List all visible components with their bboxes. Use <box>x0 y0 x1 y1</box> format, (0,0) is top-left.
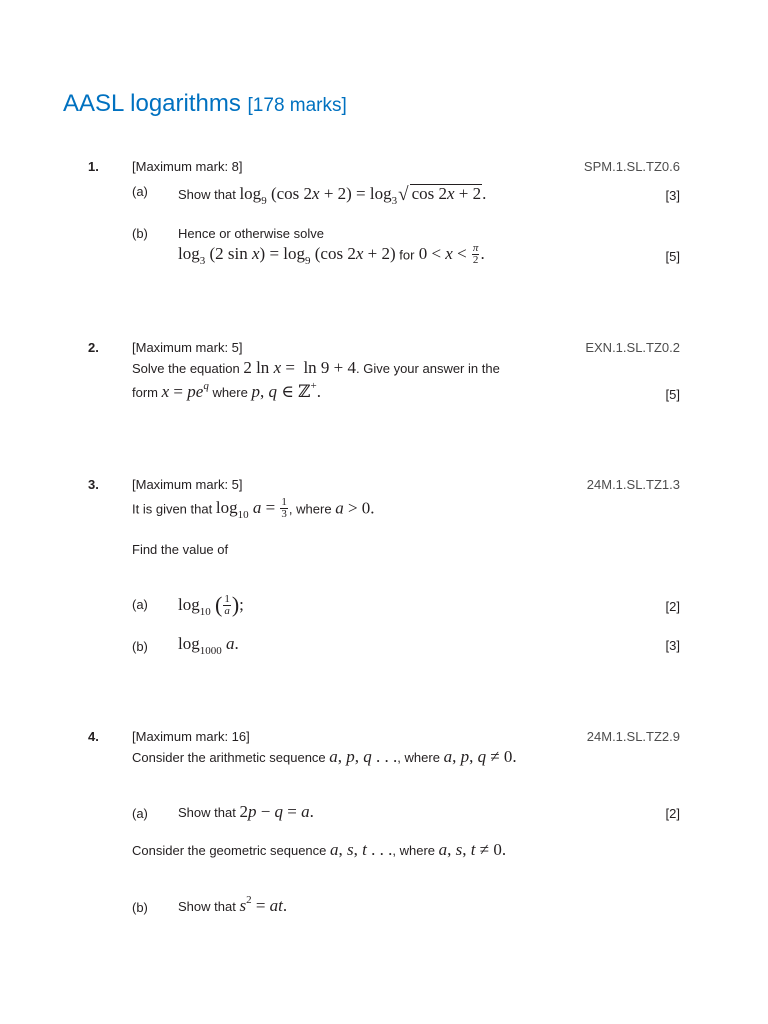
question-3-given: It is given that $\log_{10} a$ = $\frac{1}{3}$ , where a > 0. <box>132 496 375 522</box>
question-1b-equation: $\log_3 (2$ $\sin x) = \log_9 (\cos$ 2x + 2) for 0 < x < $\frac{\pi}{2}$ . <box>178 242 485 268</box>
question-3b-math: $\log_{1000} a$. <box>178 634 239 657</box>
question-4b-statement: Show that $s^2$ = at. <box>178 894 288 915</box>
question-2-number: 2. <box>88 340 99 355</box>
question-4b-label: (b) <box>132 900 148 915</box>
question-1b-text: Hence or otherwise solve <box>178 226 324 241</box>
question-3-max-mark: [Maximum mark: 5] <box>132 477 243 492</box>
question-3-number: 3. <box>88 477 99 492</box>
question-4a-label: (a) <box>132 806 148 821</box>
page-title <box>63 90 347 118</box>
question-1-max-mark: [Maximum mark: 8] <box>132 159 243 174</box>
title-total-marks: [178 marks] <box>247 95 347 116</box>
question-1-number: 1. <box>88 159 99 174</box>
question-1b-label: (b) <box>132 226 148 241</box>
question-1a-math: $\log_9 (\cos$ $2x + 2) = \log_3√$ cos 2x + 2. <box>239 184 487 207</box>
question-4-geometric: Consider the geometric sequence a, s, t . . ., where a, s, t ≠ 0. <box>132 840 507 859</box>
question-1a-label: (a) <box>132 184 148 199</box>
question-4a-marks: [2] <box>665 806 680 821</box>
question-4-arithmetic: Consider the arithmetic sequence a, p, q . . ., where a, p, q ≠ 0. <box>132 747 517 766</box>
question-3a-label: (a) <box>132 597 148 612</box>
question-1-ref: SPM.1.SL.TZ0.6 <box>583 159 680 174</box>
title-text: AASL logarithms <box>63 90 241 117</box>
question-2-ref: EXN.1.SL.TZ0.2 <box>585 340 680 355</box>
question-1b-marks: [5] <box>665 249 680 264</box>
question-3a-math: $\log_{10}$ ( $\frac{1}{a}$ ); <box>178 592 244 618</box>
question-3-find: Find the value of <box>132 542 229 557</box>
question-4-max-mark: [Maximum mark: 16] <box>132 729 250 744</box>
question-4a-statement: Show that 2p − q = a. <box>178 802 314 821</box>
question-2-max-mark: [Maximum mark: 5] <box>132 340 243 355</box>
question-4-number: 4. <box>88 729 99 744</box>
question-3b-marks: [3] <box>665 638 680 653</box>
question-3a-marks: [2] <box>665 599 680 614</box>
question-3b-label: (b) <box>132 639 148 654</box>
question-1a-statement: Show that $\log_9 (\cos$ $2x + 2) = \log_3√$ cos 2x + 2. <box>178 184 487 207</box>
question-4-ref: 24M.1.SL.TZ2.9 <box>586 729 680 744</box>
question-2-line-2: form $x = pe^q$ where p, q ∈ ℤ+. <box>132 380 321 401</box>
question-3-ref: 24M.1.SL.TZ1.3 <box>586 477 680 492</box>
question-1a-marks: [3] <box>665 188 680 203</box>
question-2-marks: [5] <box>665 387 680 402</box>
question-2-line-1: Solve the equation 2 ln x = ln 9 + 4. Give your answer in the <box>132 358 500 377</box>
